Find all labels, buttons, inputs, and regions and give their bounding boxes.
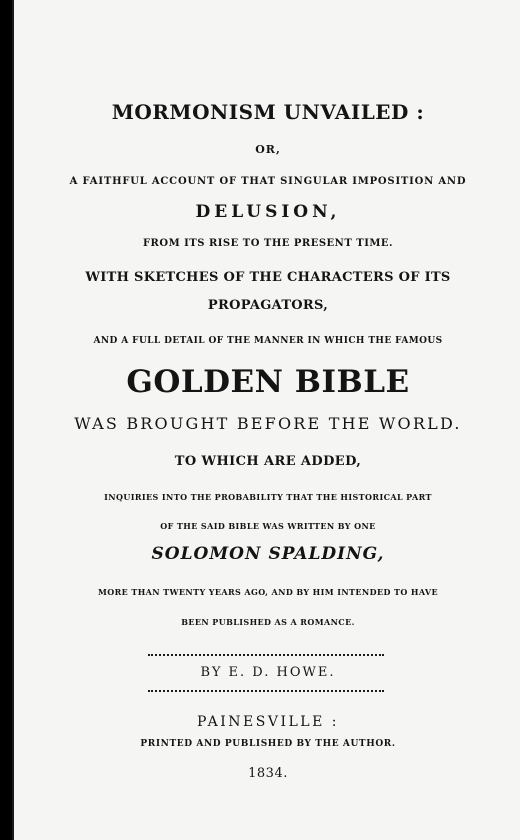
title-page: [12, 0, 520, 840]
printed-line: PRINTED AND PUBLISHED BY THE AUTHOR.: [140, 739, 396, 749]
more-than-line-2: BEEN PUBLISHED AS A ROMANCE.: [181, 617, 355, 627]
dotted-rule-top: [148, 654, 384, 656]
from-rise-line: FROM ITS RISE TO THE PRESENT TIME.: [142, 238, 394, 249]
delusion-line: DELUSION,: [195, 202, 341, 222]
year-line: 1834.: [248, 766, 288, 781]
inquiries-line-1: INQUIRIES INTO THE PROBABILITY THAT THE HISTORICAL PART: [104, 492, 432, 502]
more-than-line-1: MORE THAN TWENTY YEARS AGO, AND BY HIM INTENDED TO HAVE: [98, 587, 438, 597]
book-title: MORMONISM UNVAILED :: [111, 100, 425, 124]
or-line: OR,: [255, 143, 281, 156]
brought-before-line: WAS BROUGHT BEFORE THE WORLD.: [74, 414, 462, 433]
to-which-added-line: TO WHICH ARE ADDED,: [174, 454, 362, 469]
place-line: PAINESVILLE :: [197, 714, 339, 730]
inquiries-line-2: OF THE SAID BIBLE WAS WRITTEN BY ONE: [160, 521, 376, 531]
golden-bible-heading: GOLDEN BIBLE: [126, 364, 410, 400]
sketches-line-2: PROPAGATORS,: [207, 298, 329, 313]
author-line: BY E. D. HOWE.: [200, 665, 336, 680]
dotted-rule-bottom: [148, 690, 384, 692]
subtitle-line-1: A FAITHFUL ACCOUNT OF THAT SINGULAR IMPOSITION AND: [69, 176, 467, 187]
sketches-line-1: WITH SKETCHES OF THE CHARACTERS OF ITS: [85, 270, 451, 285]
full-detail-line: AND A FULL DETAIL OF THE MANNER IN WHICH THE FAMOUS: [93, 336, 443, 346]
solomon-spalding-line: SOLOMON SPALDING,: [151, 544, 385, 564]
